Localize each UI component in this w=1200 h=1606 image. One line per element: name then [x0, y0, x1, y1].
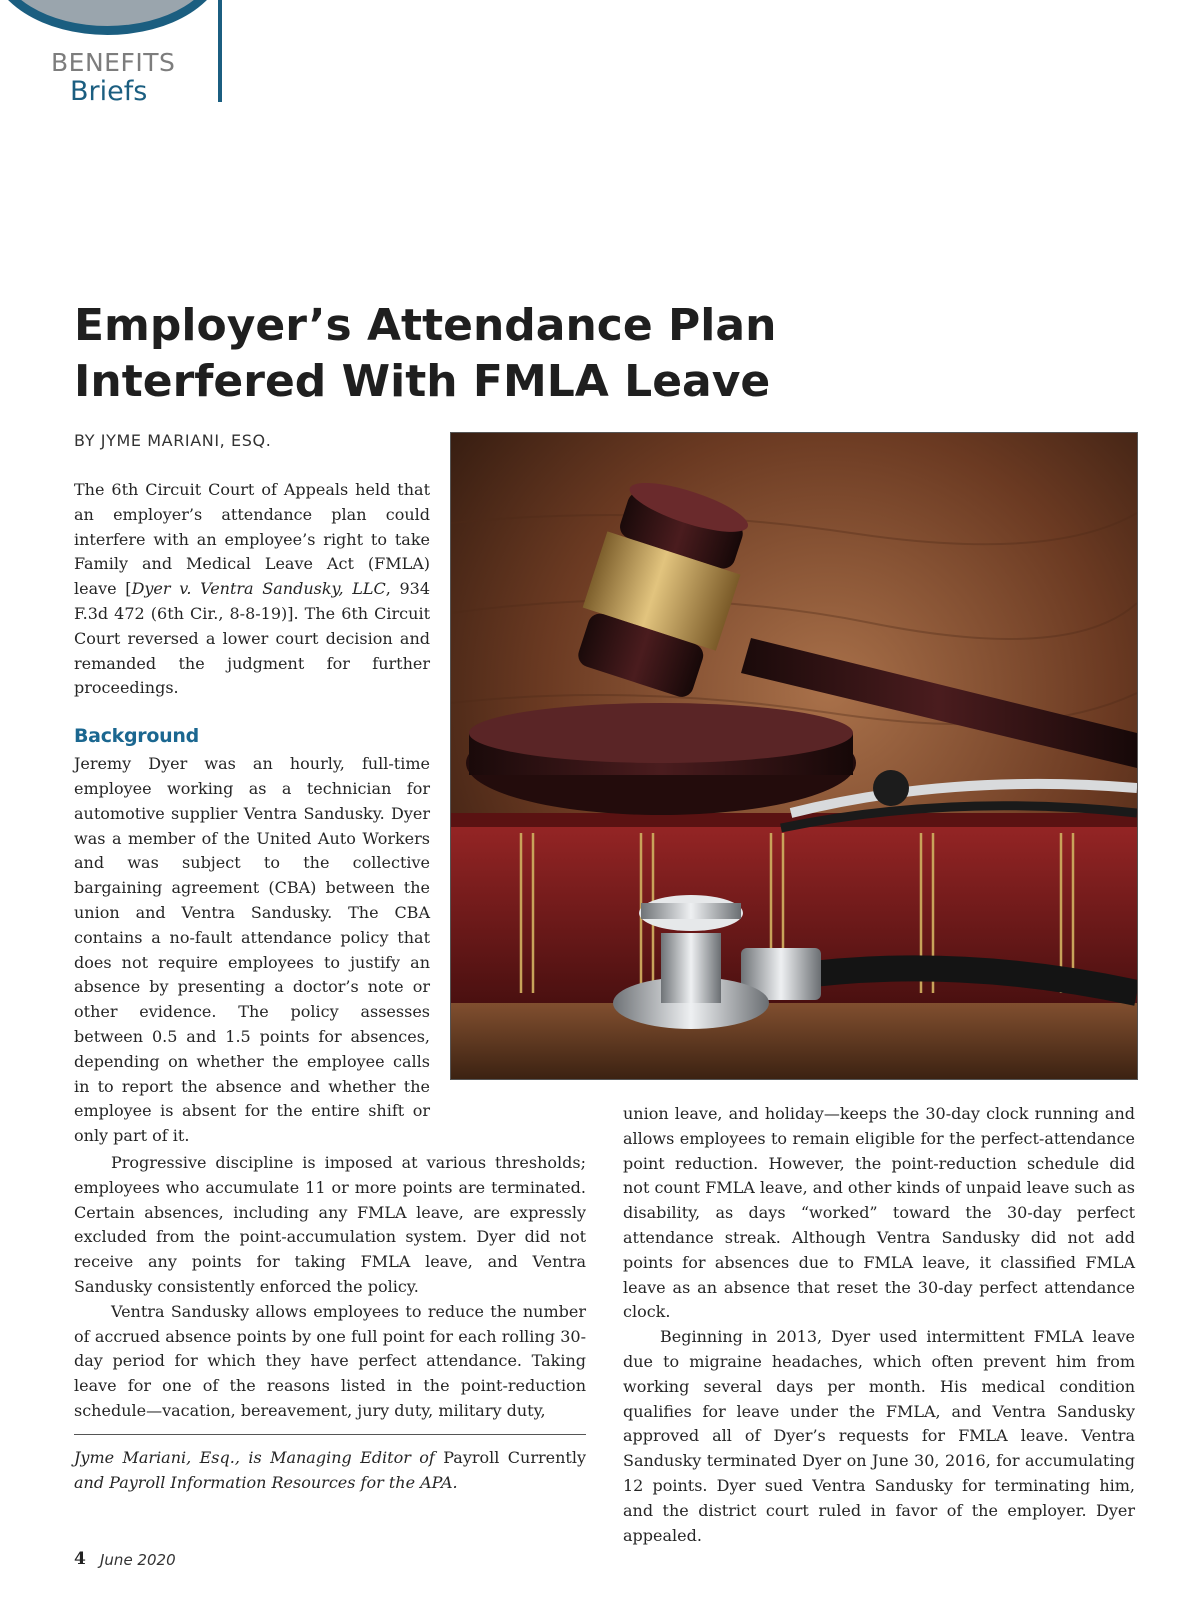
- intro-paragraph: The 6th Circuit Court of Appeals held that an employer’s attendance plan could interfere with an employee’s right to take Family and Medical Leave Act (FMLA) leave [Dyer v. Ventra Sandusky, LLC, 934 F.3d 472 (6th Cir., 8-8-19)]. The 6th Circuit Court reversed a lower court decision and remanded the judgment for further proceedings.: [74, 480, 431, 698]
- case-citation: Dyer v. Ventra Sandusky, LLC: [131, 579, 386, 599]
- point-reduction-continued: union leave, and holiday—keeps the 30-day clock running and allows employees to remain eligible for the perfect-attendance point reduction. However, the point-reduction schedule did not count FMLA leave, and other kinds of unpaid leave such as disability, as days “worked” toward the 30-day perfect attendance streak. Although Ventra Sandusky did not add points for absences due to FMLA leave, it classified FMLA leave as an absence that reset the 30-day perfect attendance clock.: [623, 1104, 1135, 1322]
- issue-date: June 2020: [100, 1551, 176, 1569]
- title-line-1: Employer’s Attendance Plan: [74, 300, 777, 351]
- column-lower-left: [74, 1151, 586, 1424]
- author-bio: Jyme Mariani, Esq., is Managing Editor of Payroll Currently and Payroll Information Resources for the APA.: [74, 1448, 586, 1492]
- publication-name: Payroll Currently: [443, 1448, 586, 1467]
- dyer-history-paragraph: Beginning in 2013, Dyer used intermittent FMLA leave due to migraine headaches, which often prevent him from working several days per month. His medical condition qualifies for leave under the FMLA, and Ventra Sandusky approved all of Dyer’s requests for FMLA leave. Ventra Sandusky terminated Dyer on June 30, 2016, for accumulating 12 points. Dyer sued Ventra Sandusky for terminating him, and the district court ruled in favor of the employer. Dyer appealed.: [623, 1327, 1135, 1545]
- title-line-2: Interfered With FMLA Leave: [74, 356, 771, 407]
- discipline-paragraph: Progressive discipline is imposed at various thresholds; employees who accumulate 11 or more points are terminated. Certain absences, including any FMLA leave, are expressly excluded from the point-accumulation system. Dyer did not receive any points for taking FMLA leave, and Ventra Sandusky consistently enforced the policy.: [74, 1153, 586, 1296]
- column-lower-right: [623, 1102, 1135, 1548]
- gavel-book-stethoscope-photo: [450, 432, 1138, 1080]
- heading-background: Background: [74, 725, 199, 748]
- point-reduction-paragraph: Ventra Sandusky allows employees to reduce the number of accrued absence points by one full point for each rolling 30-day period for which they have perfect attendance. Taking leave for one of the reasons listed in the point-reduction schedule—vacation, bereavement, jury duty, military duty,: [74, 1301, 586, 1420]
- byline: BY JYME MARIANI, ESQ.: [74, 431, 272, 450]
- background-paragraph: Jeremy Dyer was an hourly, full-time employee working as a technician for automotive supplier Ventra Sandusky. Dyer was a member of the United Auto Workers and was subject to the collective bargaining agreement (CBA) between the union and Ventra Sandusky. The CBA contains a no-fault attendance policy that does not require employees to justify an absence by presenting a doctor’s note or other evidence. The policy assesses between 0.5 and 1.5 points for absences, depending on whether the employee calls in to report the absence and whether the employee is absent for the entire shift or only part of it.: [74, 754, 430, 1146]
- article-title: [74, 298, 894, 410]
- section-label-benefits: BENEFITS: [51, 48, 176, 77]
- column-top-left: [74, 478, 430, 1149]
- page-number: 4: [74, 1549, 86, 1569]
- author-bio-rule: [74, 1434, 586, 1435]
- section-header-arc: [0, 0, 225, 35]
- section-label-briefs: Briefs: [70, 76, 148, 107]
